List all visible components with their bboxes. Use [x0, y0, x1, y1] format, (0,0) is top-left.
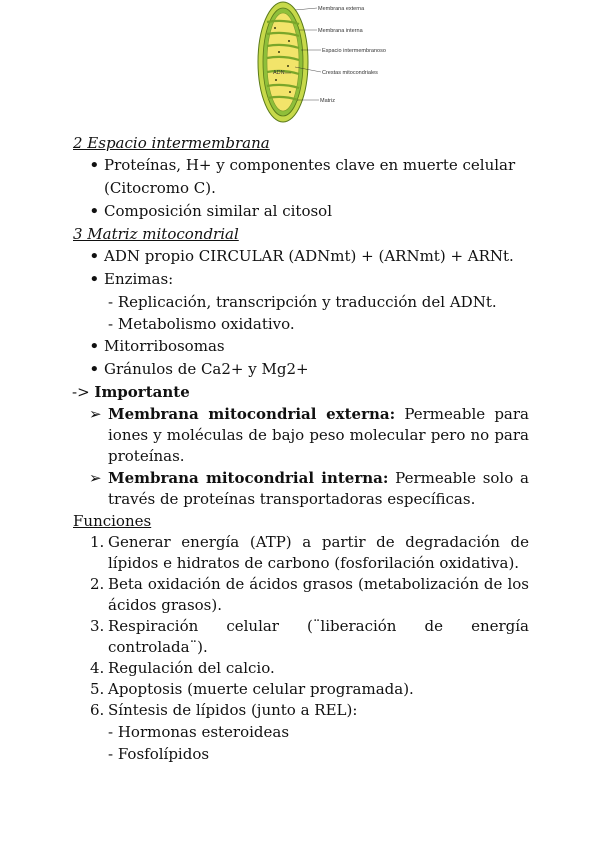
label-adn: ADN	[273, 70, 285, 76]
sub-item: - Hormonas esteroideas	[108, 723, 290, 741]
sub-item: - Fosfolípidos	[108, 745, 210, 763]
important-item-term: Membrana mitocondrial interna:	[108, 469, 389, 487]
important-item-term: Membrana mitocondrial externa:	[108, 405, 396, 423]
funciones-title: Funciones	[73, 512, 152, 530]
label-cristae: Crestas mitocondriales	[322, 70, 378, 76]
list-item: 4. Regulación del calcio.	[90, 659, 275, 677]
label-outer-membrane: Membrana externa	[318, 6, 365, 12]
list-item: 2. Beta oxidación de ácidos grasos (metabolización de los ácidos grasos).	[90, 575, 529, 614]
label-inner-membrane: Membrana interna	[318, 28, 363, 34]
important-item-text: Permeable solo a través de proteínas transportadoras específicas.	[108, 469, 529, 508]
important-item	[73, 468, 529, 510]
arrow-prefix: ->	[72, 383, 90, 401]
label-matrix: Matriz	[320, 98, 335, 104]
list-item: 3. Respiración celular (¨liberación de energía controlada¨).	[90, 617, 529, 656]
list-item: 5. Apoptosis (muerte celular programada).	[90, 680, 414, 698]
section-2-title: 2 Espacio intermembrana	[73, 134, 270, 152]
sub-item: - Metabolismo oxidativo.	[108, 315, 295, 333]
important-heading	[72, 381, 529, 403]
mitochondrion-diagram	[255, 0, 405, 128]
list-item: • Gránulos de Ca2+ y Mg2+	[73, 358, 529, 381]
funciones-list	[73, 532, 529, 721]
list-item: • Enzimas:	[73, 268, 529, 291]
section-3-list-cont	[73, 335, 529, 381]
document-body	[73, 132, 529, 765]
list-item: • Proteínas, H+ y componentes clave en muerte celular (Citocromo C).	[73, 154, 529, 200]
label-intermembrane-space: Espacio intermembranoso	[322, 48, 386, 54]
sub-item: - Replicación, transcripción y traducción del ADNt.	[108, 293, 497, 311]
important-item	[73, 404, 529, 467]
section-3-list	[73, 245, 529, 291]
important-label: Importante	[94, 383, 190, 401]
arrow-marker-icon: ➢	[89, 405, 102, 423]
list-item: • Composición similar al citosol	[73, 200, 529, 223]
list-item: 1. Generar energía (ATP) a partir de degradación de lípidos e hidratos de carbono (fosforilación oxidativa).	[90, 533, 529, 572]
section-3-title: 3 Matriz mitocondrial	[73, 225, 239, 243]
list-item: • ADN propio CIRCULAR (ADNmt) + (ARNmt) + ARNt.	[73, 245, 529, 268]
list-item: 6. Síntesis de lípidos (junto a REL):	[90, 701, 358, 719]
list-item: • Mitorribosomas	[73, 335, 529, 358]
section-2-list	[73, 154, 529, 223]
important-item-text: Permeable para iones y moléculas de bajo peso molecular pero no para proteínas.	[108, 405, 529, 465]
arrow-marker-icon: ➢	[89, 469, 102, 487]
